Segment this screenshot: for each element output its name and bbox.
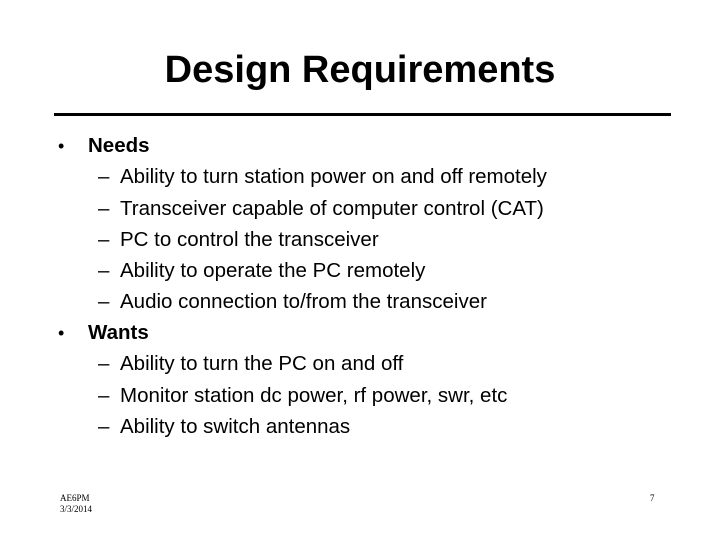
bullet-marker: • — [58, 136, 65, 156]
dash-marker: – — [98, 384, 110, 407]
footer-author: AE6PM — [60, 493, 90, 503]
title-divider — [54, 113, 671, 116]
page-number: 7 — [650, 493, 655, 503]
list-item-text: Transceiver capable of computer control (CAT) — [120, 197, 544, 220]
footer-date: 3/3/2014 — [60, 504, 93, 514]
section-label: Wants — [88, 321, 149, 344]
dash-marker: – — [98, 165, 110, 188]
bullet-marker: • — [58, 323, 65, 343]
section-label: Needs — [88, 134, 150, 157]
list-item-text: Ability to turn the PC on and off — [120, 352, 404, 375]
slide-title: Design Requirements — [164, 49, 556, 91]
list-item-text: Monitor station dc power, rf power, swr, etc — [120, 384, 508, 407]
list-item-text: Audio connection to/from the transceiver — [120, 290, 487, 313]
dash-marker: – — [98, 415, 110, 438]
dash-marker: – — [98, 197, 110, 220]
dash-marker: – — [98, 352, 110, 375]
dash-marker: – — [98, 290, 110, 313]
list-item-text: Ability to turn station power on and off remotely — [120, 165, 547, 188]
footer-left — [60, 493, 92, 515]
dash-marker: – — [98, 259, 110, 282]
list-item-text: Ability to switch antennas — [120, 415, 351, 438]
dash-marker: – — [98, 228, 110, 251]
list-item-text: PC to control the transceiver — [120, 228, 379, 251]
list-item-text: Ability to operate the PC remotely — [120, 259, 426, 282]
